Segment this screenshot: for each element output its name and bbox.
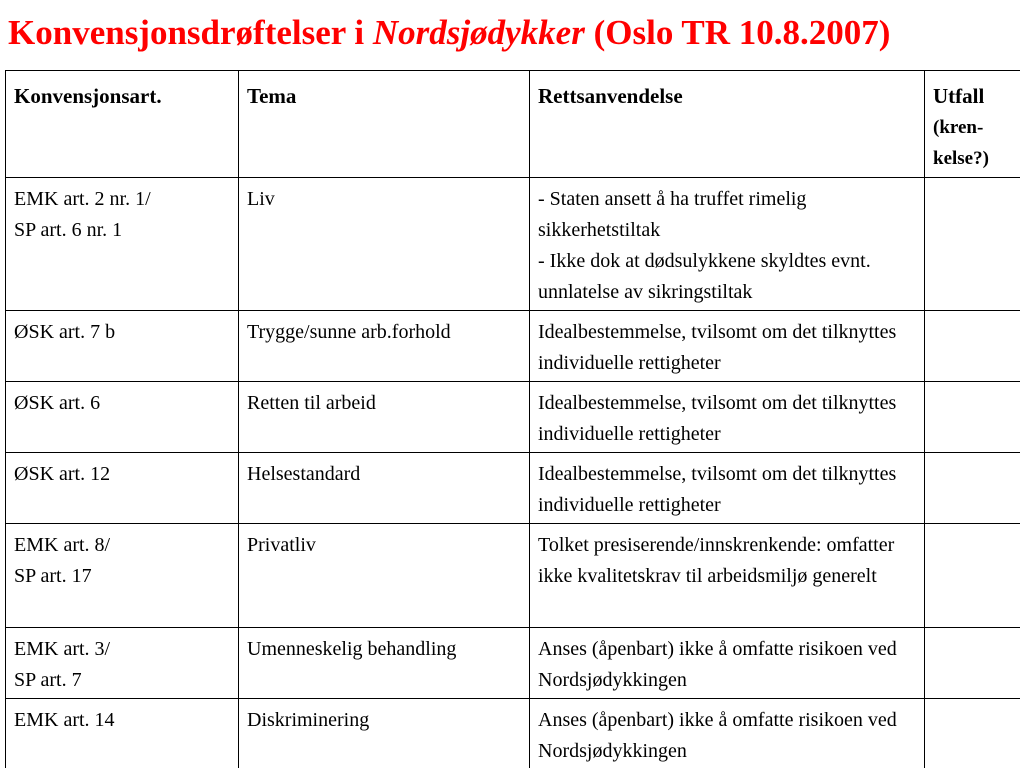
cell-tema: Helsestandard [239,453,530,524]
cell-text: EMK art. 2 nr. 1/ [14,188,151,210]
cell-tema: Umenneskelig behandling [239,628,530,699]
cell-utfall [925,524,1021,628]
cell-utfall [925,628,1021,699]
cell-tema: Retten til arbeid [239,382,530,453]
cell-text: SP art. 7 [14,669,82,691]
header-utfall-sub-2: kelse?) [933,148,989,169]
table-container [5,70,1020,768]
cell-konvensjonsart: ØSK art. 12 [6,453,239,524]
title-prefix: Konvensjonsdrøftelser i [8,13,373,52]
cell-utfall [925,178,1021,311]
cell-text: - Ikke dok at dødsulykkene skyldtes evnt. unnlatelse av sikringstiltak [538,250,871,303]
table-row [6,628,1021,699]
cell-rettsanvendelse: Tolket presiserende/innskrenkende: omfatter ikke kvalitetskrav til arbeidsmiljø generelt [530,524,925,628]
title-emphasis: Nordsjødykker [372,13,585,52]
header-rettsanvendelse: Rettsanvendelse [530,71,925,178]
cell-konvensjonsart: ØSK art. 6 [6,382,239,453]
table-row [6,311,1021,382]
header-utfall [925,71,1021,178]
cell-utfall [925,382,1021,453]
cell-text: EMK art. 8/ [14,534,111,556]
cell-text: SP art. 6 nr. 1 [14,219,123,241]
cell-text: EMK art. 3/ [14,638,111,660]
cell-rettsanvendelse [530,178,925,311]
header-row [6,71,1021,178]
convention-table [5,70,1020,768]
title-suffix: (Oslo TR 10.8.2007) [584,13,891,52]
table-row [6,178,1021,311]
table-row [6,524,1021,628]
cell-tema: Liv [239,178,530,311]
cell-utfall [925,453,1021,524]
cell-konvensjonsart: EMK art. 14 [6,699,239,768]
cell-rettsanvendelse: Idealbestemmelse, tvilsomt om det tilknyttes individuelle rettigheter [530,382,925,453]
header-utfall-sub-1: (kren- [933,117,984,138]
cell-rettsanvendelse: Idealbestemmelse, tvilsomt om det tilknyttes individuelle rettigheter [530,311,925,382]
cell-text: - Staten ansett å ha truffet rimelig sikkerhetstiltak [538,188,807,241]
cell-rettsanvendelse: Idealbestemmelse, tvilsomt om det tilknyttes individuelle rettigheter [530,453,925,524]
header-utfall-label: Utfall [933,84,985,108]
cell-rettsanvendelse: Anses (åpenbart) ikke å omfatte risikoen ved Nordsjødykkingen [530,628,925,699]
header-konvensjonsart: Konvensjonsart. [6,71,239,178]
table-row [6,382,1021,453]
cell-konvensjonsart [6,178,239,311]
cell-utfall [925,311,1021,382]
cell-tema: Privatliv [239,524,530,628]
cell-konvensjonsart [6,628,239,699]
cell-konvensjonsart: ØSK art. 7 b [6,311,239,382]
cell-tema: Trygge/sunne arb.forhold [239,311,530,382]
cell-rettsanvendelse: Anses (åpenbart) ikke å omfatte risikoen ved Nordsjødykkingen [530,699,925,768]
cell-konvensjonsart [6,524,239,628]
cell-utfall [925,699,1021,768]
slide-title [8,10,1018,56]
table-row [6,699,1021,768]
table-row [6,453,1021,524]
cell-text: SP art. 17 [14,565,92,587]
header-tema: Tema [239,71,530,178]
cell-tema: Diskriminering [239,699,530,768]
